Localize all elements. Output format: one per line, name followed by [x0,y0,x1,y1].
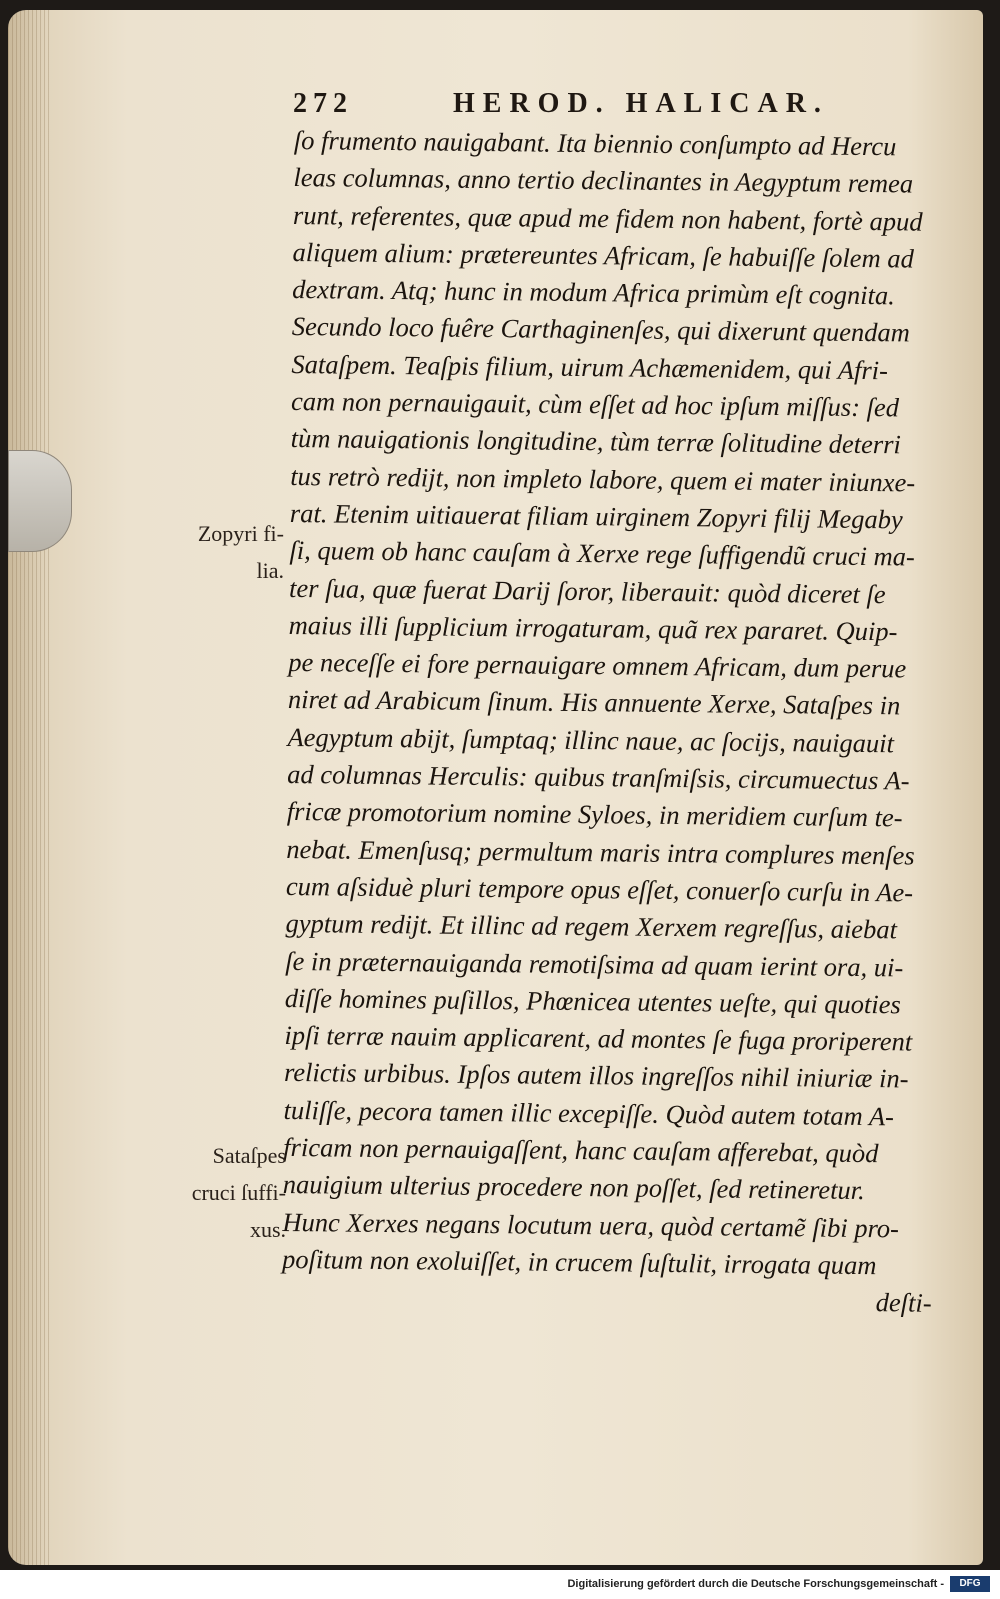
text-line: aliquem alium: prætereuntes Africam, ſe habuiſſe ſolem ad [292,236,914,274]
margin-note-zopyri [176,515,284,589]
text-line: Secundo loco fuêre Carthaginenſes, qui dixerunt quendam [291,311,910,348]
text-line: ſo frumento nauigabant. Ita biennio conſumpto ad Hercu [293,124,897,162]
text-line: niret ad Arabicum ſinum. His annuente Xerxe, Sataſpes in [287,684,901,721]
text-line: gyptum rediјt. Et illinc ad regem Xerxem regreſſus, aiebat [285,908,898,945]
page-edges [8,10,50,1565]
text-line: runt, referentes, quæ apud me fidem non habent, fortè apud [292,199,923,237]
catchword: deſti- [875,1287,932,1318]
text-line: poſitum non exoluiſſet, in crucem ſuſtulit, irrogata quam [281,1243,877,1281]
text-line: cam non pernauigauit, cùm eſſet ad hoc ipſum miſſus: ſed [290,386,900,423]
text-line: pe neceſſe ei fore pernauigare omnem Africam, dum perue [288,647,907,684]
text-line: Aegyptum abiјt, ſumptaq; illinc naue, ac ſociјs, nauigauit [287,721,895,759]
text-line: ipſi terræ nauim applicarent, ad montes ſe fuga proriperent [284,1020,913,1057]
text-line: ad columnas Herculis: quibus tranſmiſsis, circumuectus A- [287,759,910,796]
text-line: tuliſſe, pecora tamen illic excepiſſe. Quòd autem totam A- [283,1094,895,1132]
text-line: diſſe homines puſillos, Phœnicea utentes ueſte, qui quoties [284,982,901,1020]
text-line: cum aſsiduè pluri tempore opus eſſet, conuerſo curſu in Ae- [285,870,914,908]
text-line: ter ſua, quæ fuerat Dariј ſoror, liberauit: quòd diceret ſe [288,572,886,609]
text-line: fricæ promotorium nomine Syloes, in meridiem curſum te- [286,796,903,833]
margin-note-sataspes [168,1137,286,1248]
text-line: ſi, quem ob hanc cauſam à Xerxe rege ſuffigendũ cruci ma- [289,535,915,572]
body-text [282,122,954,1322]
text-line: Hunc Xerxes negans locutum uera, quòd certamẽ ſibi pro- [282,1206,900,1244]
text-line: rat. Etenim uitiauerat filiam uirginem Zopyri filiј Megaby [289,497,903,535]
margin-note-line: cruci ſuffi- [191,1180,286,1205]
book-page [8,10,983,1565]
text-line: fricam non pernauigaſſent, hanc cauſam afferebat, quòd [283,1131,879,1169]
digitization-footer [0,1570,1000,1599]
text-line: tus retrò rediјt, non impleto labore, quem ei mater iniunxe- [290,460,916,498]
dfg-logo-icon: DFG [950,1576,990,1592]
text-line: leas columnas, anno tertio declinantes in Aegyptum remea [293,162,914,199]
text-line: dextram. Atq; hunc in modum Africa primùm eſt cognita. [292,274,895,311]
text-line: maius illi ſupplicium irrogaturam, quã rex pararet. Quip- [288,609,898,647]
text-line: nebat. Emenſusq; permultum maris intra complures menſes [286,833,915,871]
running-head: HEROD. HALICAR. [453,88,829,119]
margin-note-line: Sataſpes [212,1143,286,1168]
text-line: tùm nauigationis longitudine, tùm terræ ſolitudine deterri [290,423,902,460]
text-line: nauigium ulterius procedere non poſſet, ſed retineretur. [282,1169,865,1206]
bookmark-tab [8,450,72,552]
margin-note-line: Zopyri fi- [197,521,284,546]
text-line: relictis urbibus. Ipſos autem illos ingreſſos nihil iniuriæ in- [283,1057,909,1094]
page-number: 272 [293,88,353,119]
text-line: ſe in præternauiganda remotiſsima ad quam ierint ora, ui- [285,945,904,982]
funding-credit: Digitalisierung gefördert durch die Deutsche Forschungsgemeinschaft - [567,1578,944,1590]
margin-note-line: lia. [256,558,284,583]
text-line: Sataſpem. Teaſpis filium, uirum Achæmenidem, qui Afri- [291,348,889,386]
margin-note-line: xus. [249,1217,286,1242]
